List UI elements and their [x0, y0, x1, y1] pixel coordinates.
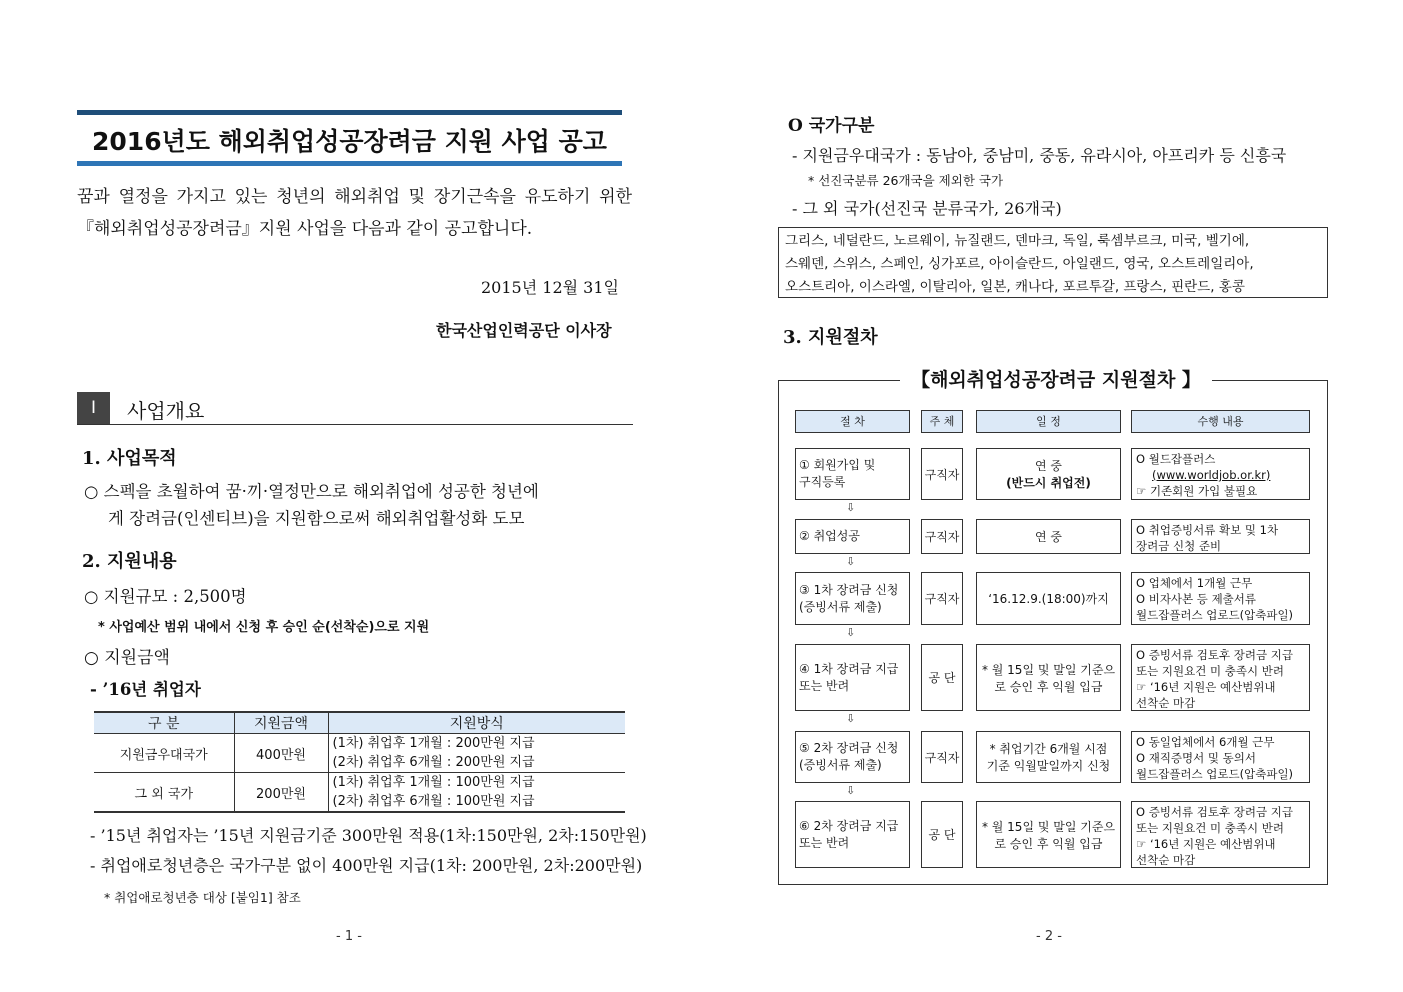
step-line: ⑥ 2차 장려금 지급 [799, 818, 899, 833]
schedule-line: * 월 15일 및 말일 기준으 [981, 662, 1116, 677]
notice-title-box [77, 110, 622, 166]
schedule-line: * 취업기간 6개월 시점 [989, 742, 1108, 756]
step-2-schedule: 연 중 [976, 519, 1121, 554]
method-line: (2차) 취업후 6개월 : 200만원 지급 [332, 755, 535, 770]
step-1-actor: 구직자 [921, 448, 963, 500]
step-3-actor: 구직자 [921, 572, 963, 625]
section-number: Ⅰ [77, 392, 110, 424]
procedure-header: 일 정 [976, 410, 1121, 433]
title-bottom-bar [77, 161, 622, 166]
step-line: 구직등록 [799, 475, 846, 489]
note-reference: * 취업애로청년층 대상 [붙임1] 참조 [104, 890, 301, 905]
down-arrow-icon: ⇩ [846, 626, 856, 639]
step-line: ⑤ 2차 장려금 신청 [799, 741, 899, 755]
notice-date: 2015년 12월 31일 [481, 278, 619, 297]
action-line: 선착순 마감 [1136, 696, 1196, 710]
step-6-schedule [976, 801, 1121, 868]
category-cell: 그 외 국가 [94, 773, 234, 813]
support-scale: ○ 지원규모 : 2,500명 [84, 587, 247, 606]
method-line: (2차) 취업후 6개월 : 100만원 지급 [332, 794, 535, 809]
schedule-line: (반드시 취업전) [1006, 476, 1091, 490]
amount-cell: 400만원 [234, 734, 328, 773]
notice-issuer: 한국산업인력공단 이사장 [436, 321, 612, 340]
amount-cell: 200만원 [234, 773, 328, 813]
step-line: ③ 1차 장려금 신청 [799, 582, 899, 597]
action-line: O 업체에서 1개월 근무 [1136, 576, 1253, 590]
step-3-actions [1131, 572, 1310, 625]
action-line: O 증빙서류 검토후 장려금 지급 [1136, 648, 1293, 662]
action-line: 또는 지원요건 미 충족시 반려 [1136, 821, 1284, 835]
procedure-step-4 [795, 644, 910, 711]
procedure-step-2 [795, 519, 910, 554]
action-line: ☞ 기존회원 가입 불필요 [1136, 484, 1258, 498]
page-number-1: - 1 - [336, 929, 362, 944]
action-line: O 재직증명서 및 동의서 [1136, 751, 1256, 765]
schedule-line: 로 승인 후 익월 입금 [994, 836, 1103, 851]
step-5-schedule [976, 731, 1121, 783]
note-2015-employed: - ’15년 취업자는 ’15년 지원금기준 300만원 적용(1차:150만원, 2차:150만원) [90, 826, 647, 845]
countries-line: 오스트리아, 이스라엘, 이탈리아, 일본, 캐나다, 포르투갈, 프랑스, 핀란드, 홍콩 [785, 279, 1245, 295]
notice-title: 2016년도 해외취업성공장려금 지원 사업 공고 [92, 127, 607, 156]
method-cell [328, 773, 625, 813]
step-line: 또는 반려 [799, 678, 850, 693]
down-arrow-icon: ⇩ [846, 555, 856, 568]
procedure-title: 【해외취업성공장려금 지원절차 】 [900, 365, 1212, 392]
step-4-schedule [976, 644, 1121, 711]
action-line: 월드잡플러스 업로드(압축파일) [1136, 608, 1294, 622]
purpose-line-1: ○ 스펙을 초월하여 꿈·끼·열정만으로 해외취업에 성공한 청년에 [84, 482, 539, 501]
preferred-country-note: * 선진국분류 26개국을 제외한 국가 [808, 173, 1004, 188]
step-4-actions [1131, 644, 1310, 711]
step-2-actions [1131, 519, 1310, 554]
action-line: O 증빙서류 검토후 장려금 지급 [1136, 805, 1293, 819]
action-line: 월드잡플러스 업로드(압축파일) [1136, 767, 1294, 781]
other-country-line: - 그 외 국가(선진국 분류국가, 26개국) [792, 199, 1062, 218]
countries-line: 스웨덴, 스위스, 스페인, 싱가포르, 아이슬란드, 아일랜드, 영국, 오스트레일리아, [785, 256, 1254, 272]
method-line: (1차) 취업후 1개월 : 200만원 지급 [332, 736, 535, 751]
step-line: 또는 반려 [799, 835, 850, 850]
heading-purpose: 1. 사업목적 [82, 448, 177, 469]
procedure-step-3 [795, 572, 910, 625]
action-line: ☞ ‘16년 지원은 예산범위내 [1136, 837, 1276, 851]
table-header: 지원금액 [234, 712, 328, 734]
worldjob-link[interactable]: (www.worldjob.or.kr) [1152, 468, 1271, 482]
section-header [77, 392, 633, 425]
procedure-step-5 [795, 731, 910, 783]
action-line: O 월드잡플러스 [1136, 452, 1216, 466]
title-top-bar [77, 110, 622, 115]
step-line: (증빙서류 제출) [799, 758, 882, 772]
scale-note: * 사업예산 범위 내에서 신청 후 승인 순(선착순)으로 지원 [98, 620, 430, 635]
step-line: (증빙서류 제출) [799, 599, 882, 614]
step-line: ② 취업성공 [799, 529, 860, 543]
down-arrow-icon: ⇩ [846, 501, 856, 514]
step-5-actions [1131, 731, 1310, 783]
step-4-actor: 공 단 [921, 644, 963, 711]
action-line: 장려금 신청 준비 [1136, 539, 1222, 553]
schedule-line: 로 승인 후 익월 입금 [994, 679, 1103, 694]
table-header: 지원방식 [328, 712, 625, 734]
method-line: (1차) 취업후 1개월 : 100만원 지급 [332, 775, 535, 790]
table-row [94, 773, 625, 813]
preferred-country-line: - 지원금우대국가 : 동남아, 중남미, 중동, 유라시아, 아프리카 등 신흥국 [792, 146, 1287, 165]
step-1-actions [1131, 448, 1310, 500]
step-5-actor: 구직자 [921, 731, 963, 783]
table-header: 구 분 [94, 712, 234, 734]
procedure-header: 절 차 [795, 410, 910, 433]
step-line: ① 회원가입 및 [799, 458, 876, 472]
down-arrow-icon: ⇩ [846, 712, 856, 725]
employed-2016-heading: - ’16년 취업자 [90, 680, 201, 699]
procedure-header: 수행 내용 [1131, 410, 1310, 433]
action-line: O 동일업체에서 6개월 근무 [1136, 735, 1275, 749]
step-2-actor: 구직자 [921, 519, 963, 554]
support-amount-table [94, 711, 625, 813]
purpose-line-2: 게 장려금(인센티브)을 지원함으로써 해외취업활성화 도모 [108, 509, 525, 528]
procedure-step-6 [795, 801, 910, 868]
step-3-schedule: ‘16.12.9.(18:00)까지 [976, 572, 1121, 625]
step-6-actor: 공 단 [921, 801, 963, 868]
step-1-schedule [976, 448, 1121, 500]
section-title: 사업개요 [127, 399, 205, 423]
schedule-line: 기준 익월말일까지 신청 [986, 759, 1111, 773]
step-line: ④ 1차 장려금 지급 [799, 661, 899, 676]
amount-heading: ○ 지원금액 [84, 648, 170, 668]
action-line: 또는 지원요건 미 충족시 반려 [1136, 664, 1284, 678]
intro-paragraph: 꿈과 열정을 가지고 있는 청년의 해외취업 및 장기근속을 유도하기 위한『해외취업성공장려금』지원 사업을 다음과 같이 공고합니다. [77, 187, 632, 239]
note-hard-to-employ: - 취업애로청년층은 국가구분 없이 400만원 지급(1차: 200만원, 2차:200만원) [90, 856, 643, 875]
table-row [94, 734, 625, 773]
action-line: ☞ ‘16년 지원은 예산범위내 [1136, 680, 1276, 694]
action-line: O 취업증빙서류 확보 및 1차 [1136, 523, 1279, 537]
action-line: O 비자사본 등 제출서류 [1136, 592, 1256, 606]
procedure-step-1 [795, 448, 910, 500]
category-cell: 지원금우대국가 [94, 734, 234, 773]
schedule-line: 연 중 [1035, 459, 1062, 473]
schedule-line: * 월 15일 및 말일 기준으 [981, 819, 1116, 834]
page-number-2: - 2 - [1036, 929, 1062, 944]
step-6-actions [1131, 801, 1310, 868]
procedure-header: 주 체 [921, 410, 963, 433]
countries-line: 그리스, 네덜란드, 노르웨이, 뉴질랜드, 덴마크, 독일, 룩셈부르크, 미국, 벨기에, [785, 233, 1250, 249]
action-line: 선착순 마감 [1136, 853, 1196, 867]
heading-support: 2. 지원내용 [82, 551, 177, 572]
country-class-heading: O 국가구분 [788, 116, 875, 136]
developed-countries-box [778, 227, 1328, 298]
heading-procedure: 3. 지원절차 [783, 327, 878, 348]
method-cell [328, 734, 625, 773]
table-header-row [94, 712, 625, 734]
down-arrow-icon: ⇩ [846, 784, 856, 797]
